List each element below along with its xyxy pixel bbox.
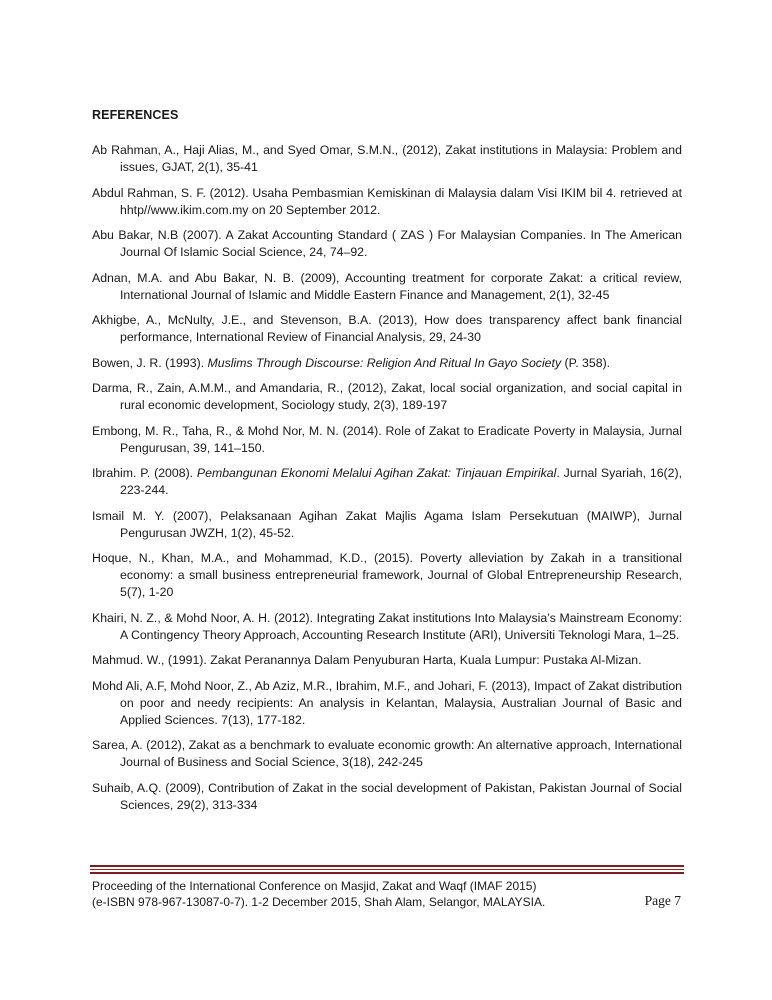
reference-title-italic: Pembangunan Ekonomi Melalui Agihan Zakat: Tinjauan Empirikal bbox=[196, 466, 557, 480]
reference-text: Mohd Ali, A.F, Mohd Noor, Z., Ab Aziz, M.R., Ibrahim, M.F., and Johari, F. (2013), Impact of Zakat distribution on poor and needy recipients: An analysis in Kelantan, Malaysia, Australian Journal of Basic and Applied Sciences. 7(13), 177-182. bbox=[92, 678, 682, 727]
reference-entry bbox=[92, 312, 682, 346]
reference-text: Abdul Rahman, S. F. (2012). Usaha Pembasmian Kemiskinan di Malaysia dalam Visi IKIM bil 4. retrieved at hhtp//www.ikim.com.my on 20 September 2012. bbox=[92, 185, 682, 217]
footer-proceeding-title: Proceeding of the International Conference on Masjid, Zakat and Waqf (IMAF 2015) bbox=[92, 879, 537, 893]
reference-entry bbox=[92, 227, 682, 261]
reference-entry bbox=[92, 355, 682, 372]
references-heading: REFERENCES bbox=[92, 108, 179, 122]
reference-text: Ibrahim. P. (2008). bbox=[92, 466, 197, 480]
reference-text: Suhaib, A.Q. (2009), Contribution of Zakat in the social development of Pakistan, Pakistan Journal of Social Sciences, 29(2), 313-334 bbox=[92, 780, 682, 812]
reference-text: Adnan, M.A. and Abu Bakar, N. B. (2009), Accounting treatment for corporate Zakat: a critical review, International Journal of Islamic and Middle Eastern Finance and Management, 2(1), 32-45 bbox=[92, 270, 682, 302]
reference-text-tail: . Jurnal Syariah, 16(2), 223-244. bbox=[120, 466, 682, 497]
reference-entry bbox=[92, 185, 682, 219]
reference-text: Ismail M. Y. (2007), Pelaksanaan Agihan Zakat Majlis Agama Islam Persekutuan (MAIWP), Jurnal Pengurusan JWZH, 1(2), 45-52. bbox=[92, 508, 682, 540]
reference-entry bbox=[92, 142, 682, 176]
reference-text: Sarea, A. (2012), Zakat as a benchmark to evaluate economic growth: An alternative approach, International Journal of Business and Social Science, 3(18), 242-245 bbox=[92, 738, 682, 769]
reference-entry bbox=[92, 380, 682, 414]
reference-entry bbox=[92, 465, 682, 499]
reference-text: Embong, M. R., Taha, R., & Mohd Nor, M. N. (2014). Role of Zakat to Eradicate Poverty in Malaysia, Jurnal Pengurusan, 39, 141–150. bbox=[92, 423, 682, 455]
reference-entry bbox=[92, 652, 682, 669]
reference-entry bbox=[92, 270, 682, 304]
reference-entry bbox=[92, 550, 682, 601]
reference-text: Darma, R., Zain, A.M.M., and Amandaria, R., (2012), Zakat, local social organization, and social capital in rural economic development, Sociology study, 2(3), 189-197 bbox=[92, 381, 682, 412]
footer-rule-top bbox=[90, 865, 684, 867]
reference-entry bbox=[92, 610, 682, 644]
footer-isbn-details: (e-ISBN 978-967-13087-0-7). 1-2 December 2015, Shah Alam, Selangor, MALAYSIA. bbox=[92, 895, 546, 909]
reference-text: Akhigbe, A., McNulty, J.E., and Stevenson, B.A. (2013), How does transparency affect bank financial performance, International Review of Financial Analysis, 29, 24-30 bbox=[92, 313, 682, 344]
reference-text: Khairi, N. Z., & Mohd Noor, A. H. (2012). Integrating Zakat institutions Into Malaysia’s Mainstream Economy: A Contingency Theory Approach, Accounting Research Institute (ARI), Universiti Teknologi Mara, 1–25. bbox=[92, 610, 682, 642]
reference-text: Ab Rahman, A., Haji Alias, M., and Syed Omar, S.M.N., (2012), Zakat institutions in Malaysia: Problem and issues, GJAT, 2(1), 35-41 bbox=[92, 143, 682, 174]
page-number: Page 7 bbox=[644, 893, 681, 908]
reference-text: Bowen, J. R. (1993). bbox=[92, 355, 208, 370]
reference-entry bbox=[92, 780, 682, 814]
footer-rule-bottom bbox=[90, 872, 684, 874]
reference-entry bbox=[92, 678, 682, 729]
reference-text: Hoque, N., Khan, M.A., and Mohammad, K.D., (2015). Poverty alleviation by Zakah in a transitional economy: a small business entrepreneurial framework, Journal of Global Entrepreneurship Research, 5(7), 1-20 bbox=[92, 551, 682, 599]
reference-list bbox=[92, 142, 682, 822]
reference-text: Mahmud. W., (1991). Zakat Peranannya Dalam Penyuburan Harta, Kuala Lumpur: Pustaka Al-Mizan. bbox=[92, 653, 642, 667]
reference-text-tail: (P. 358). bbox=[561, 355, 611, 370]
reference-title-italic: Muslims Through Discourse: Religion And Ritual In Gayo Society bbox=[207, 355, 562, 370]
reference-entry bbox=[92, 737, 682, 771]
reference-entry bbox=[92, 423, 682, 457]
reference-text: Abu Bakar, N.B (2007). A Zakat Accounting Standard ( ZAS ) For Malaysian Companies. In The American Journal Of Islamic Social Science, 24, 74–92. bbox=[92, 228, 682, 259]
reference-entry bbox=[92, 508, 682, 542]
footer-rule-middle bbox=[90, 869, 684, 870]
